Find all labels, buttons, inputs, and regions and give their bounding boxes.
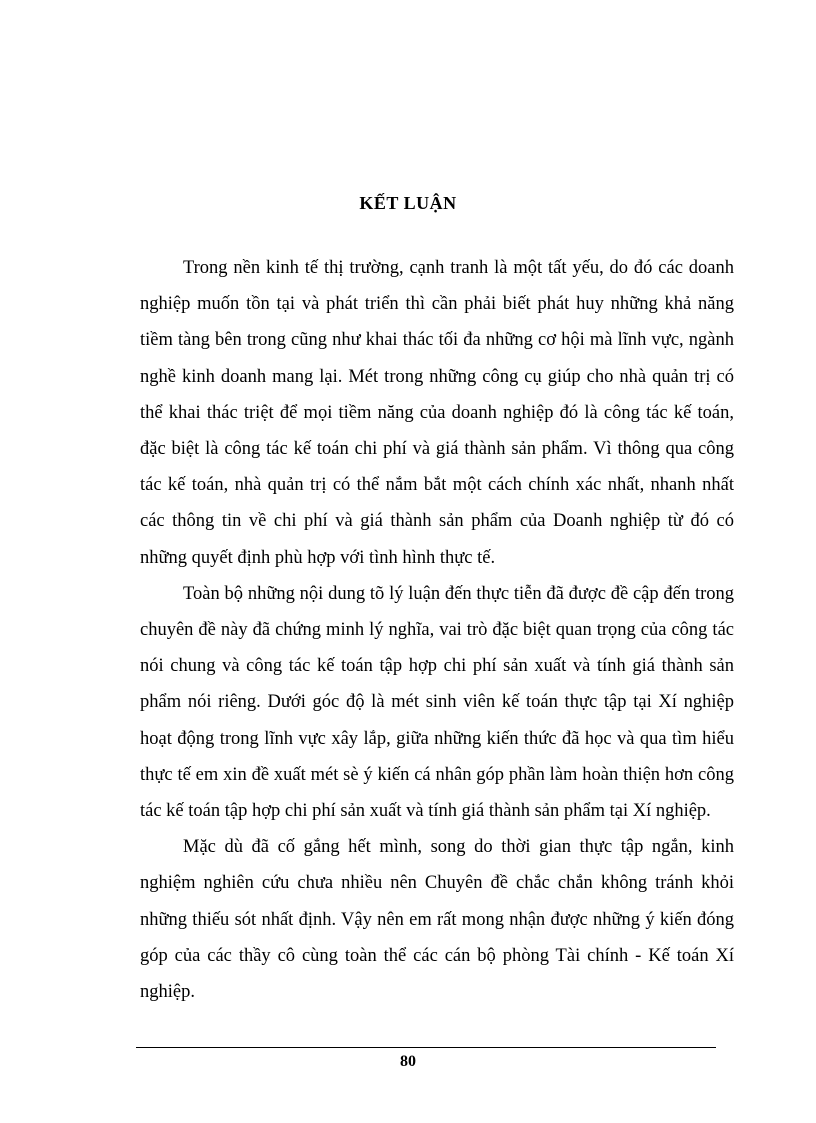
page-number: 80 (400, 1053, 416, 1070)
body-text (140, 250, 734, 1010)
paragraph-1: Trong nền kinh tế thị trường, cạnh tranh là một tất yếu, do đó các doanh nghiệp muốn tồn tại và phát triển thì cần phải biết phát huy những khả năng tiềm tàng bên trong cũng như khai thác tối đa những cơ hội mà lĩnh vực, ngành nghề kinh doanh mang lại. Mét trong những công cụ giúp cho nhà quản trị có thể khai thác triệt để mọi tiềm năng của doanh nghiệp đó là công tác kế toán, đặc biệt là công tác kế toán chi phí và giá thành sản phẩm. Vì thông qua công tác kế toán, nhà quản trị có thể nắm bắt một cách chính xác nhất, nhanh nhất các thông tin về chi phí và giá thành sản phẩm của Doanh nghiệp từ đó có những quyết định phù hợp với tình hình thực tế. (140, 258, 734, 568)
paragraph-2: Toàn bộ những nội dung tõ lý luận đến thực tiễn đã được đề cập đến trong chuyên đề này đã chứng minh lý nghĩa, vai trò đặc biệt quan trọng của công tác nói chung và công tác kế toán tập hợp chi phí sản xuất và tính giá thành sản phẩm nói riêng. Dưới góc độ là mét sinh viên kế toán thực tập tại Xí nghiệp hoạt động trong lĩnh vực xây lắp, giữa những kiến thức đã học và qua tìm hiểu thực tế em xin đề xuất mét sè ý kiến cá nhân góp phần làm hoàn thiện hơn công tác kế toán tập hợp chi phí sản xuất và tính giá thành sản phẩm tại Xí nghiệp. (140, 583, 734, 822)
footer-divider (136, 1047, 716, 1048)
page-title: KẾT LUẬN (359, 193, 457, 213)
paragraph-3: Mặc dù đã cố gắng hết mình, song do thời gian thực tập ngắn, kinh nghiệm nghiên cứu chưa nhiều nên Chuyên đề chắc chắn không tránh khỏi những thiếu sót nhất định. Vậy nên em rất mong nhận được những ý kiến đóng góp của các thầy cô cùng toàn thể các cán bộ phòng Tài chính - Kế toán Xí nghiệp. (140, 837, 734, 1003)
